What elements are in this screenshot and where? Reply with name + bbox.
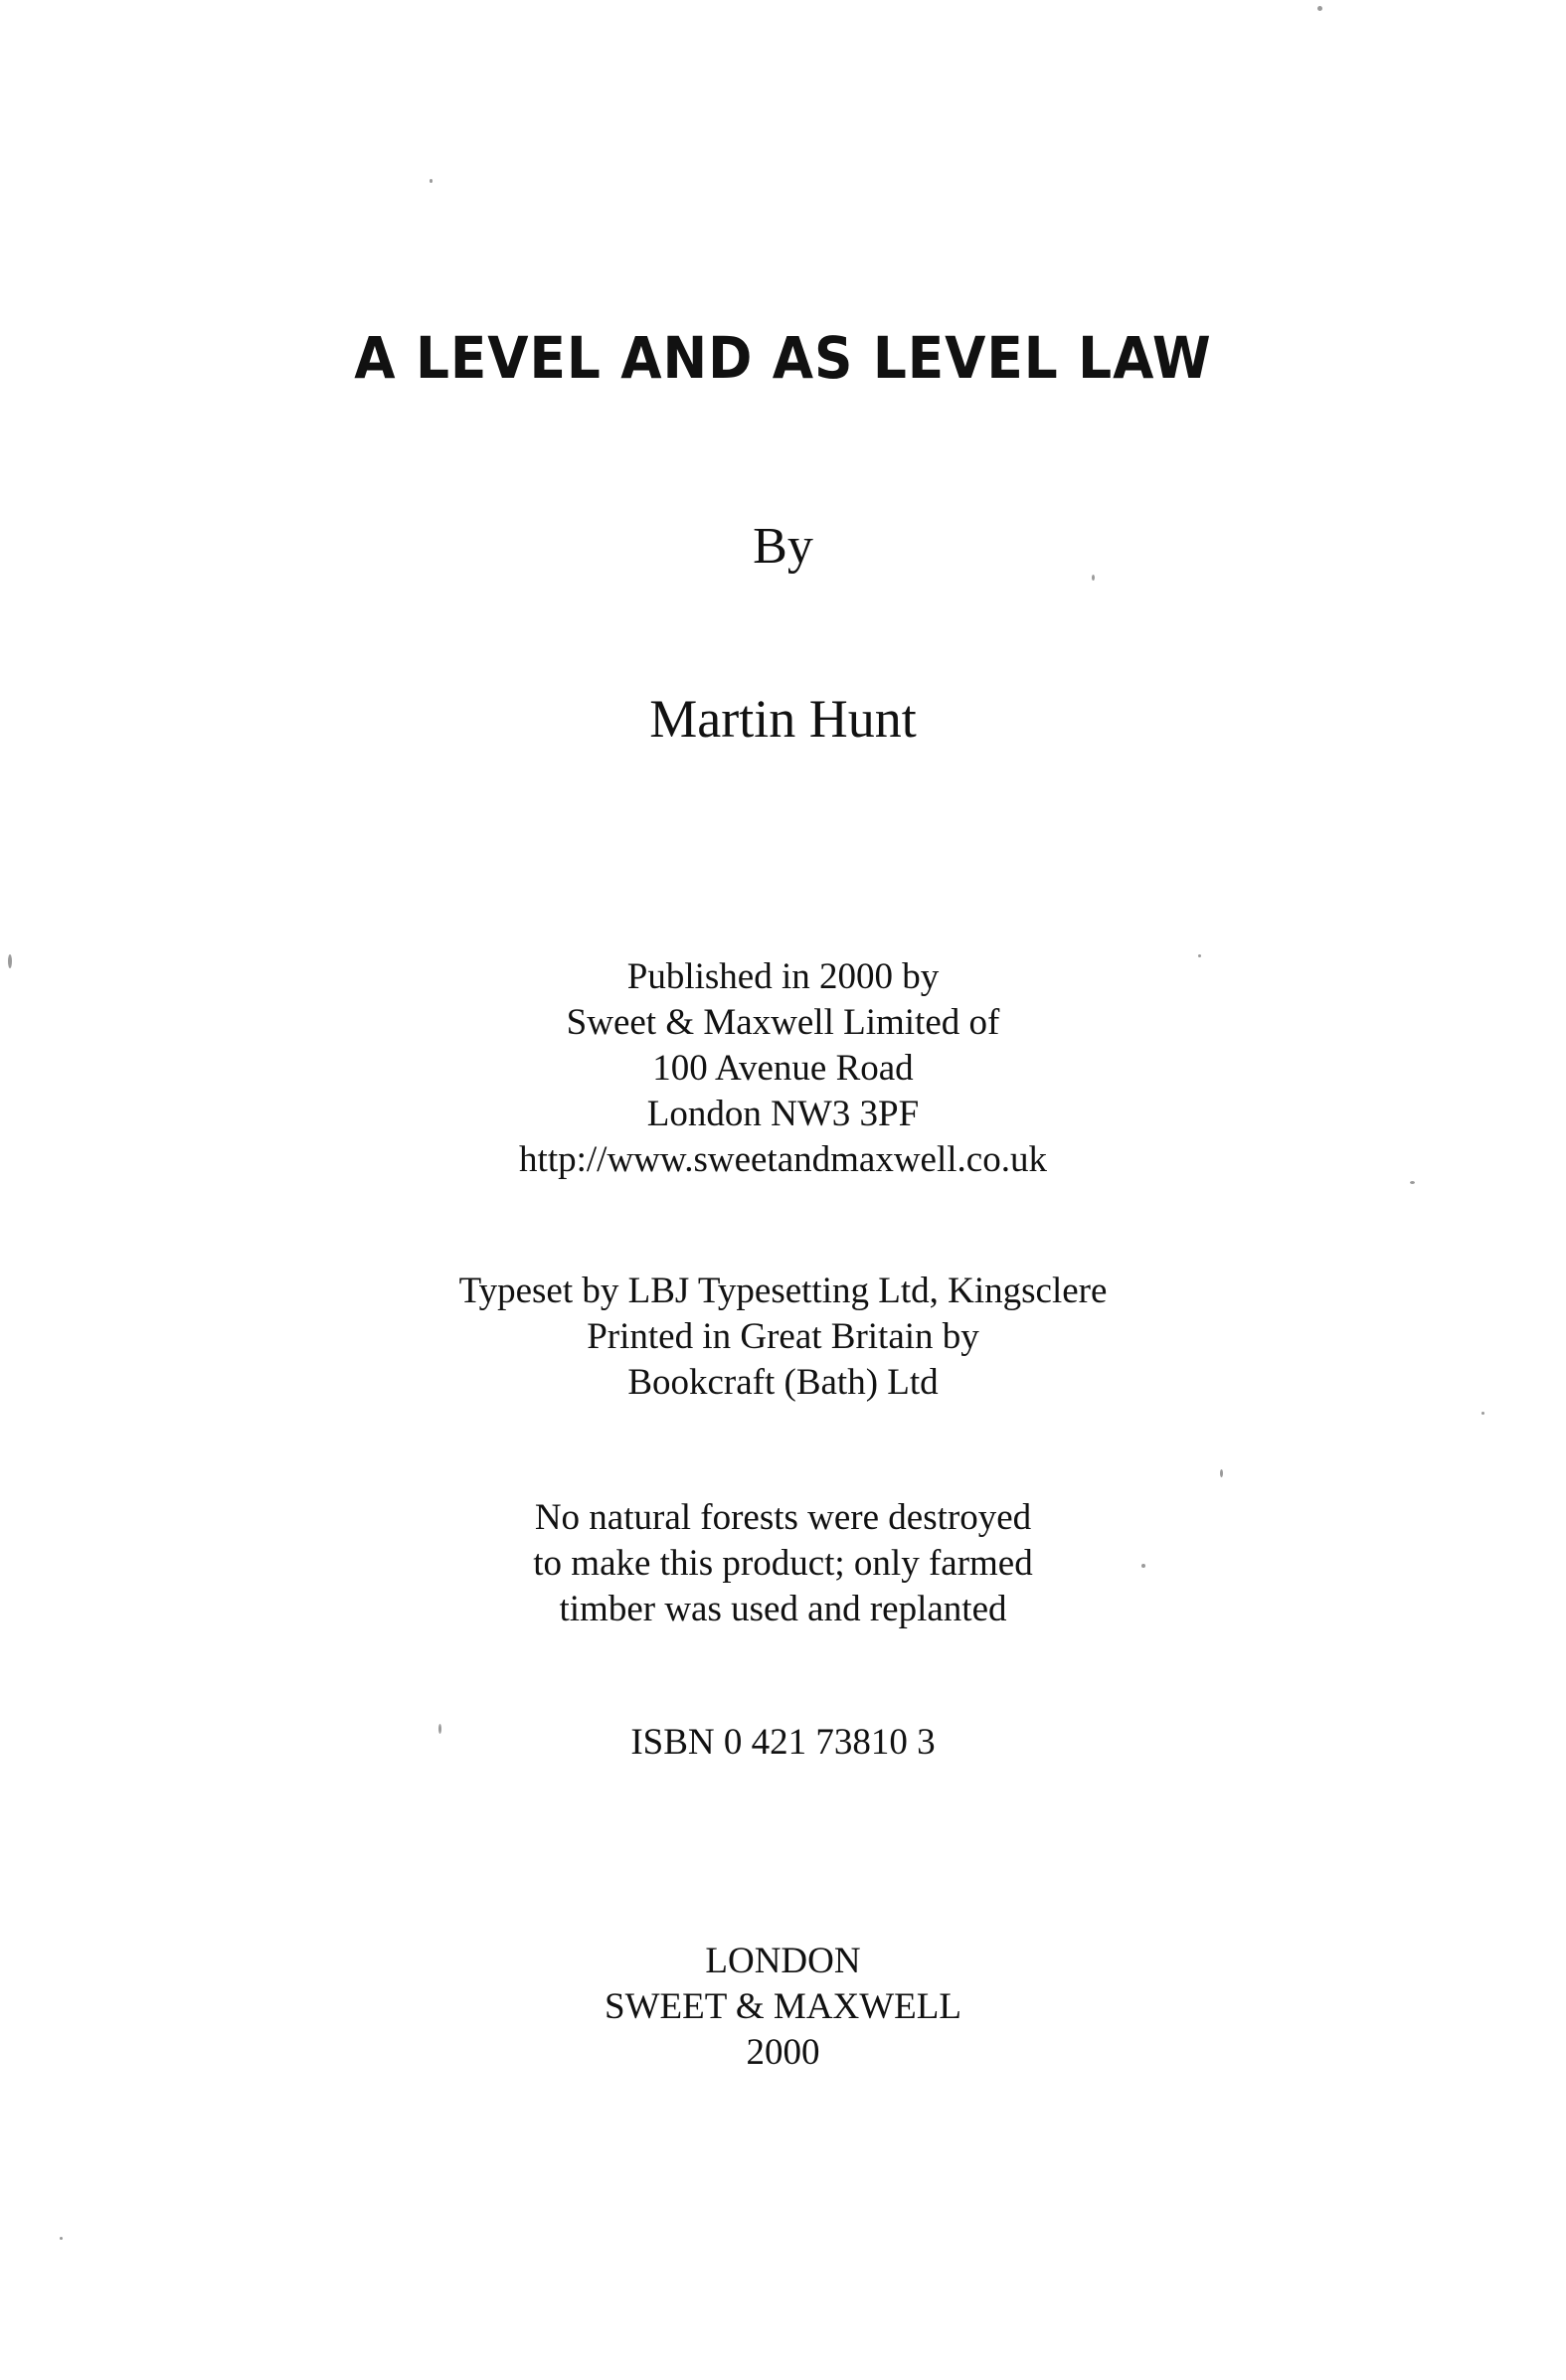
typeset-line: Bookcraft (Bath) Ltd — [627, 1362, 939, 1403]
scan-speck — [1198, 954, 1201, 957]
publisher-line: London NW3 3PF — [646, 1094, 920, 1134]
notice-line: to make this product; only farmed — [533, 1543, 1033, 1584]
scan-speck — [1481, 1412, 1484, 1415]
publisher-line: 100 Avenue Road — [652, 1048, 914, 1089]
imprint-line: LONDON — [705, 1941, 861, 1981]
imprint-line: 2000 — [746, 2032, 820, 2073]
isbn: ISBN 0 421 73810 3 — [630, 1722, 936, 1763]
publisher-url: http://www.sweetandmaxwell.co.uk — [519, 1139, 1047, 1180]
scan-speck — [8, 954, 12, 968]
notice-line: No natural forests were destroyed — [534, 1497, 1032, 1538]
author-name: Martin Hunt — [649, 689, 917, 749]
scan-speck — [1317, 6, 1322, 11]
by-line: By — [753, 518, 813, 575]
scan-speck — [60, 2237, 63, 2240]
imprint-line: SWEET & MAXWELL — [605, 1986, 961, 2027]
scan-speck — [1410, 1181, 1415, 1184]
typeset-block — [0, 1269, 1566, 1406]
publisher-block — [0, 954, 1566, 1183]
imprint-block — [0, 1939, 1566, 2076]
environment-notice — [0, 1495, 1566, 1632]
publisher-line: Published in 2000 by — [626, 956, 940, 997]
typeset-line: Printed in Great Britain by — [587, 1316, 979, 1357]
publisher-line: Sweet & Maxwell Limited of — [566, 1002, 1000, 1043]
notice-line: timber was used and replanted — [559, 1589, 1007, 1629]
typeset-line: Typeset by LBJ Typesetting Ltd, Kingsclere — [458, 1271, 1108, 1311]
book-title: A LEVEL AND AS LEVEL LAW — [354, 324, 1212, 392]
scan-speck — [430, 179, 433, 183]
scan-speck — [438, 1724, 441, 1734]
scan-speck — [1220, 1469, 1223, 1477]
scan-speck — [1092, 575, 1095, 581]
scan-speck — [1141, 1564, 1145, 1568]
